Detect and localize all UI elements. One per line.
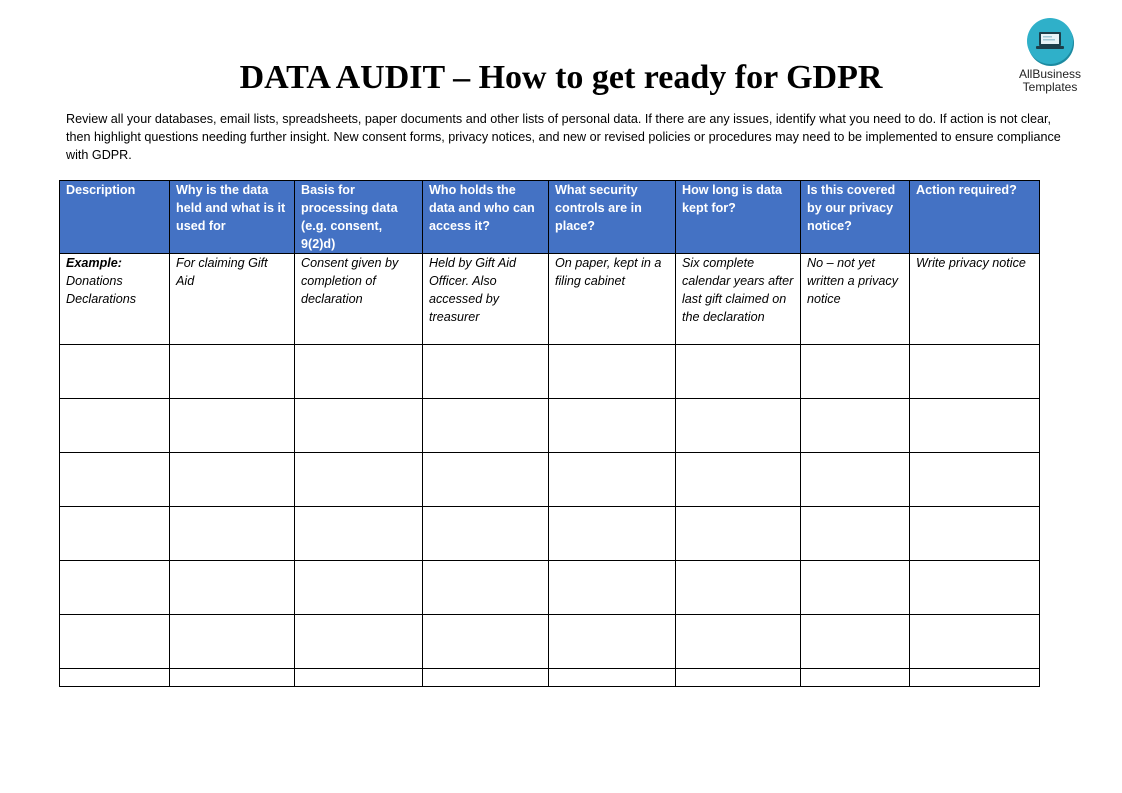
table-row xyxy=(60,507,1040,561)
table-cell[interactable] xyxy=(60,561,170,615)
example-cell-security[interactable]: On paper, kept in a filing cabinet xyxy=(549,254,676,345)
column-header-description: Description xyxy=(60,181,170,254)
table-cell[interactable] xyxy=(910,399,1040,453)
table-cell[interactable] xyxy=(676,561,801,615)
table-cell[interactable] xyxy=(549,345,676,399)
table-cell[interactable] xyxy=(423,453,549,507)
example-cell-privacy[interactable]: No – not yet written a privacy notice xyxy=(801,254,910,345)
table-row xyxy=(60,669,1040,687)
table-cell[interactable] xyxy=(295,453,423,507)
table-cell[interactable] xyxy=(910,561,1040,615)
table-cell[interactable] xyxy=(423,615,549,669)
column-header-basis: Basis for processing data (e.g. consent, 9(2)d) xyxy=(295,181,423,254)
example-cell-why[interactable]: For claiming Gift Aid xyxy=(170,254,295,345)
table-cell[interactable] xyxy=(910,453,1040,507)
example-label: Example: xyxy=(66,256,122,270)
table-cell[interactable] xyxy=(676,669,801,687)
logo-text-line1: AllBusiness xyxy=(1018,67,1082,81)
table-cell[interactable] xyxy=(423,399,549,453)
column-header-security: What security controls are in place? xyxy=(549,181,676,254)
table-cell[interactable] xyxy=(801,399,910,453)
table-cell[interactable] xyxy=(170,615,295,669)
table-cell[interactable] xyxy=(423,345,549,399)
table-cell[interactable] xyxy=(60,345,170,399)
table-row xyxy=(60,615,1040,669)
table-cell[interactable] xyxy=(549,615,676,669)
table-cell[interactable] xyxy=(170,507,295,561)
table-cell[interactable] xyxy=(549,561,676,615)
table-row-example xyxy=(60,254,1040,345)
table-cell[interactable] xyxy=(549,399,676,453)
brand-logo xyxy=(1010,18,1090,94)
table-cell[interactable] xyxy=(801,561,910,615)
table-cell[interactable] xyxy=(801,615,910,669)
table-cell[interactable] xyxy=(170,561,295,615)
table-cell[interactable] xyxy=(910,507,1040,561)
column-header-privacy: Is this covered by our privacy notice? xyxy=(801,181,910,254)
table-cell[interactable] xyxy=(423,507,549,561)
table-cell[interactable] xyxy=(910,615,1040,669)
table-header-row xyxy=(60,181,1040,254)
logo-text-line2: Templates xyxy=(1022,80,1078,94)
example-cell-description[interactable] xyxy=(60,254,170,345)
table-cell[interactable] xyxy=(910,669,1040,687)
column-header-action: Action required? xyxy=(910,181,1040,254)
example-cell-basis[interactable]: Consent given by completion of declaration xyxy=(295,254,423,345)
laptop-icon xyxy=(1027,18,1073,64)
table-cell[interactable] xyxy=(910,345,1040,399)
table-cell[interactable] xyxy=(60,399,170,453)
table-cell[interactable] xyxy=(60,669,170,687)
table-cell[interactable] xyxy=(170,345,295,399)
example-cell-who[interactable]: Held by Gift Aid Officer. Also accessed by treasurer xyxy=(423,254,549,345)
table-cell[interactable] xyxy=(295,399,423,453)
example-cell-action[interactable]: Write privacy notice xyxy=(910,254,1040,345)
table-cell[interactable] xyxy=(295,345,423,399)
table-cell[interactable] xyxy=(423,561,549,615)
table-cell[interactable] xyxy=(549,669,676,687)
table-cell[interactable] xyxy=(676,399,801,453)
column-header-who: Who holds the data and who can access it? xyxy=(423,181,549,254)
table-row xyxy=(60,345,1040,399)
table-cell[interactable] xyxy=(676,453,801,507)
table-cell[interactable] xyxy=(170,399,295,453)
table-cell[interactable] xyxy=(170,453,295,507)
table-cell[interactable] xyxy=(60,453,170,507)
table-cell[interactable] xyxy=(549,453,676,507)
page-title: DATA AUDIT – How to get ready for GDPR xyxy=(239,59,883,96)
table-cell[interactable] xyxy=(676,507,801,561)
column-header-how-long: How long is data kept for? xyxy=(676,181,801,254)
table-cell[interactable] xyxy=(676,345,801,399)
table-cell[interactable] xyxy=(60,615,170,669)
table-cell[interactable] xyxy=(295,615,423,669)
table-cell[interactable] xyxy=(801,669,910,687)
table-cell[interactable] xyxy=(170,669,295,687)
table-cell[interactable] xyxy=(60,507,170,561)
data-audit-table xyxy=(59,180,1040,687)
table-cell[interactable] xyxy=(549,507,676,561)
table-row xyxy=(60,561,1040,615)
table-row xyxy=(60,453,1040,507)
intro-paragraph: Review all your databases, email lists, spreadsheets, paper documents and other lists of personal data. If there are any issues, identify what you need to do. If action is not clear, then highlight questions needing further insight. New consent forms, privacy notices, and new or revised policies or procedures may need to be implemented to ensure compliance with GDPR. xyxy=(66,112,1061,162)
table-cell[interactable] xyxy=(423,669,549,687)
table-cell[interactable] xyxy=(801,507,910,561)
example-description: Donations Declarations xyxy=(66,274,136,306)
column-header-why: Why is the data held and what is it used for xyxy=(170,181,295,254)
example-cell-how-long[interactable]: Six complete calendar years after last gift claimed on the declaration xyxy=(676,254,801,345)
table-cell[interactable] xyxy=(295,669,423,687)
table-cell[interactable] xyxy=(801,453,910,507)
table-cell[interactable] xyxy=(676,615,801,669)
table-cell[interactable] xyxy=(295,561,423,615)
table-cell[interactable] xyxy=(801,345,910,399)
table-cell[interactable] xyxy=(295,507,423,561)
table-row xyxy=(60,399,1040,453)
